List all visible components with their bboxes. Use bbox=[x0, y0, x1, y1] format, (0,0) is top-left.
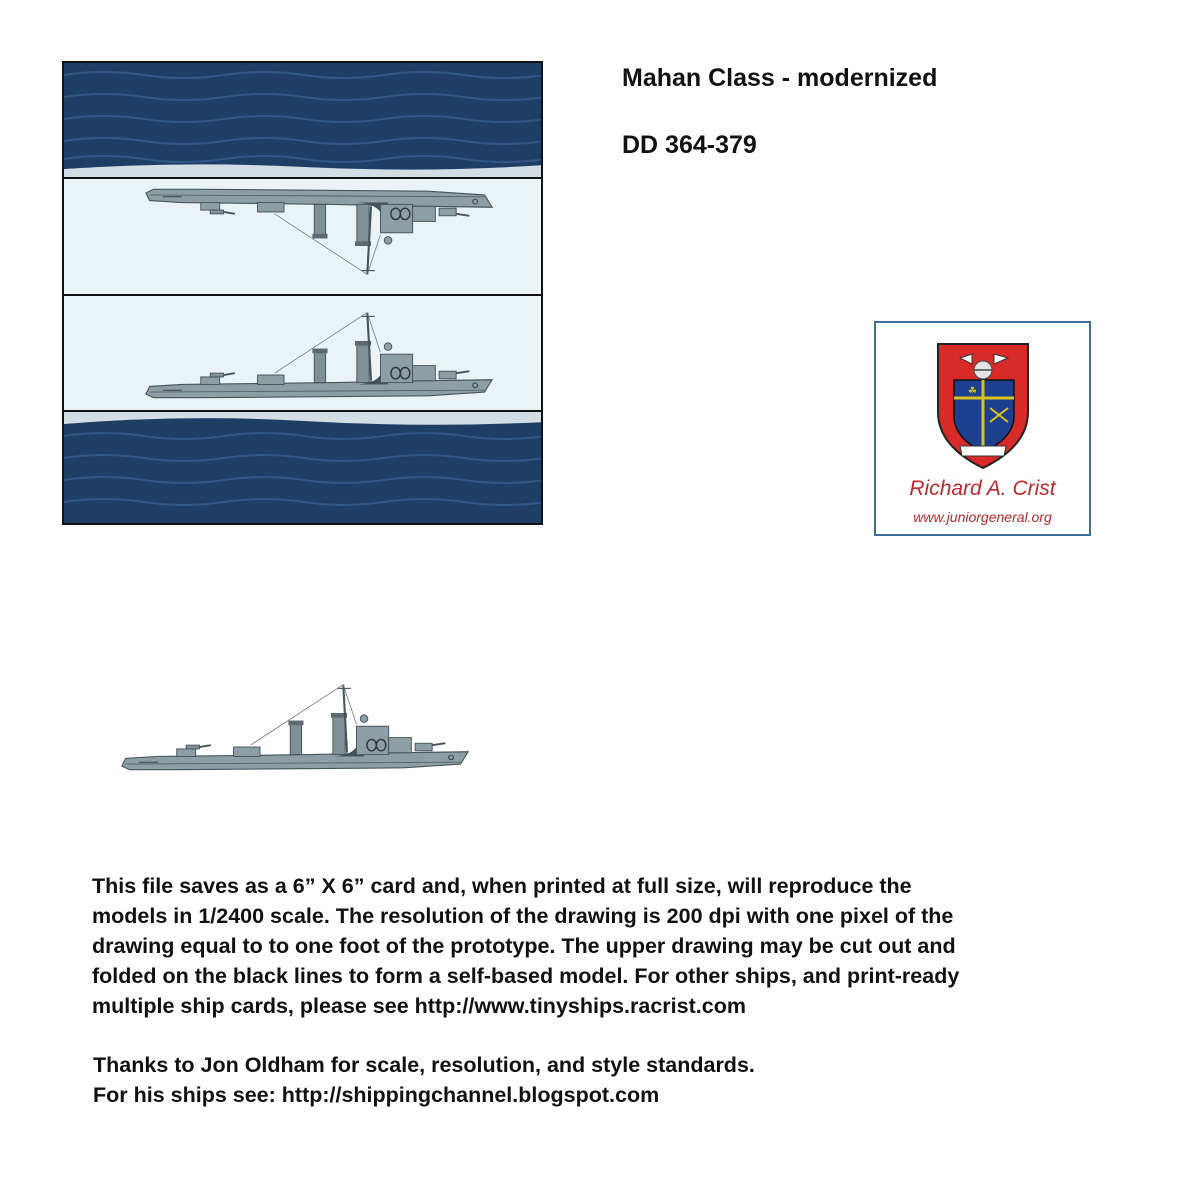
hull-numbers: DD 364-379 bbox=[622, 131, 757, 159]
ship-drawing-standalone bbox=[120, 680, 470, 780]
printing-notes: This file saves as a 6” X 6” card and, when printed at full size, will reproduce the models in 1/2400 scale. The resolution of the drawing is 200 dpi with one pixel of the drawing equal to to one foot of the prototype. The upper drawing may be cut out and folded on the black lines to form a self-based model. For other ships, and print-ready multiple ship cards, please see http://www.tinyships.racrist.com bbox=[92, 874, 960, 1018]
author-name: Richard A. Crist bbox=[909, 477, 1056, 500]
water-strip-bottom bbox=[64, 412, 541, 525]
water-texture bbox=[64, 412, 543, 525]
shield-crest-icon bbox=[930, 342, 1036, 470]
svg-text:☘: ☘ bbox=[968, 386, 977, 397]
ship-drawing-upright bbox=[144, 308, 494, 408]
water-strip-top bbox=[64, 63, 541, 178]
acknowledgement: Thanks to Jon Oldham for scale, resolution, and style standards. For his ships see: http://shippingchannel.blogspot.com bbox=[93, 1053, 755, 1107]
ship-class-title: Mahan Class - modernized bbox=[622, 64, 938, 92]
author-website: www.juniorgeneral.org bbox=[913, 509, 1052, 525]
ship-drawing-mirrored bbox=[144, 179, 494, 279]
author-logo-card bbox=[874, 321, 1091, 536]
cutout-model-panel bbox=[62, 61, 543, 525]
water-texture bbox=[64, 63, 543, 178]
